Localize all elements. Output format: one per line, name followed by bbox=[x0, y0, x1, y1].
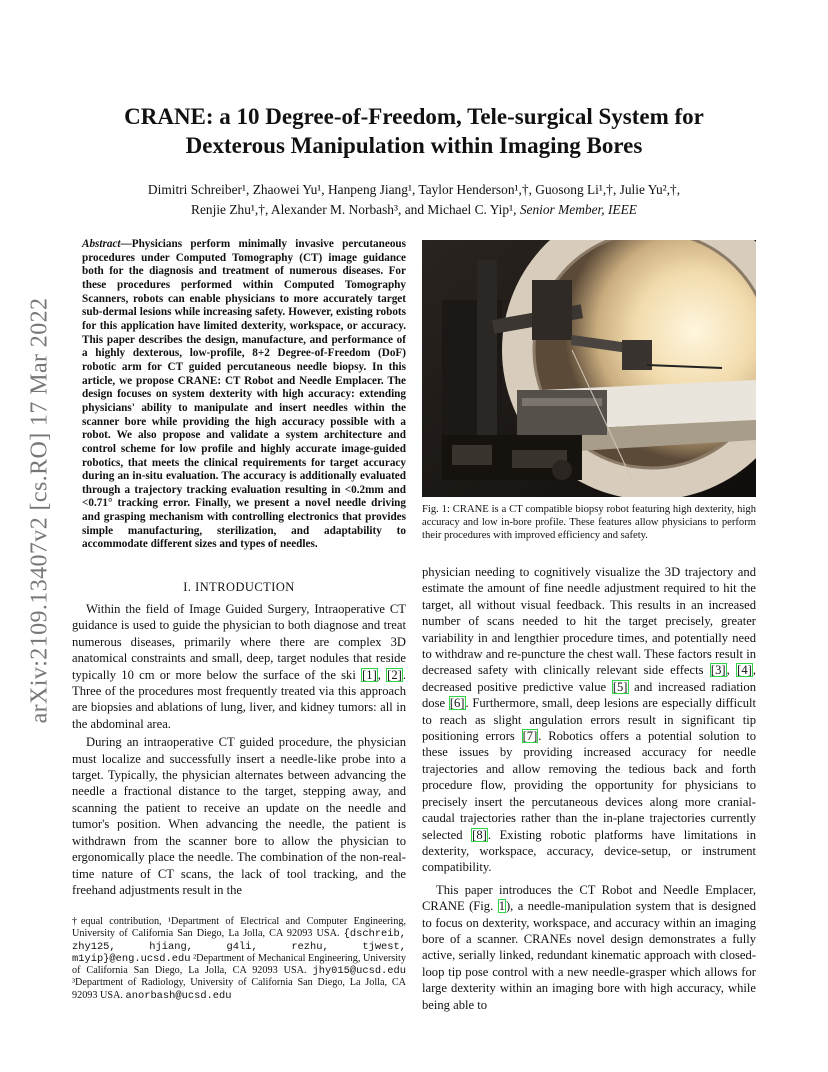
title-line-1: CRANE: a 10 Degree-of-Freedom, Tele-surgical System for bbox=[124, 104, 704, 129]
citation-6[interactable]: [6] bbox=[449, 696, 465, 711]
title-line-2: Dexterous Manipulation within Imaging Bores bbox=[185, 133, 643, 158]
text-run: , bbox=[726, 663, 737, 678]
text-run: †equal contribution, ¹Department of Electrical and Computer Engineering, University of California San Diego, La Jolla, CA 92093 USA. bbox=[72, 916, 406, 940]
text-run: , bbox=[377, 667, 387, 682]
citation-5[interactable]: [5] bbox=[612, 679, 628, 694]
email-norbash: anorbash@ucsd.edu bbox=[125, 989, 232, 1002]
abstract-body: —Physicians perform minimally invasive percutaneous procedures under Computed Tomography (CT) image guidance both for the diagnosis and treatment of numerous diseases. For these procedures performed within Computed Tomography Scanners, robots can enable physicians to more accurately target sub-dermal lesions while increasing safety. However, existing robots for this application have limited dexterity, workspace, or accuracy. This paper describes the design, manufacture, and performance of a highly dexterous, low-profile, 8+2 Degree-of-Freedom (DoF) robotic arm for CT guided percutaneous needle biopsy. In this article, we propose CRANE: CT Robot and Needle Emplacer. The design focuses on system dexterity with high accuracy: extending physicians' ability to manipulate and insert needles within the scanner bore while providing the high accuracy possible with a robot. We also propose and validate a system architecture and control scheme for low profile and highly accurate image-guided robotics, that meets the clinical requirements for target accuracy during an in-situ evaluation. The accuracy is additionally evaluated through a trajectory tracking evaluation resulting in <0.2mm and <0.71° tracking error. Finally, we present a novel needle driving and grasping mechanism with controlling electronics that provides simple manufacturing, sterilization, and adaptability to accommodate different sizes and types of needles. bbox=[82, 238, 406, 551]
arxiv-identifier: arXiv:2109.13407v2 [cs.RO] 17 Mar 2022 bbox=[26, 297, 53, 723]
text-run: ²Department of Mechanical Engineering, University of California San Diego, La Jolla, CA 92093 USA. bbox=[72, 952, 406, 977]
citation-1[interactable]: [1] bbox=[362, 667, 377, 682]
figure-1-link[interactable]: 1 bbox=[498, 899, 505, 914]
intro-paragraph-3 bbox=[422, 564, 756, 876]
abstract-lead: Abstract bbox=[82, 238, 121, 250]
text-run: . Furthermore, small, deep lesions are especially difficult to reach as slight angulation errors result in significant tip positioning errors bbox=[422, 696, 757, 744]
authors-line-2 bbox=[70, 200, 758, 220]
intro-left-column bbox=[72, 601, 406, 898]
citation-2[interactable]: [2] bbox=[387, 667, 402, 682]
intro-paragraph-2: During an intraoperative CT guided procedure, the physician must localize and successfully insert a needle-like probe into a target. Typically, the physician alternates between advancing the needle a fractional distance to the target, stepping away, and scanning the patient to receive an update on the needle and tumor's position. When advancing the needle, the patient is withdrawn from the scanner bore to allow the physician to ergonomically place the needle. The combination of the non-real-time nature of CT scans, the lack of tool tracking, and the freehand adjustments result in the bbox=[72, 735, 406, 897]
section-heading-introduction: I. INTRODUCTION bbox=[183, 580, 295, 594]
text-run: ), a needle-manipulation system that is designed to focus on dexterity, workspace, and accuracy within an imaging bore of a scanner. CRANEs novel design demonstrates a fully active, serially linked, redundant kinematic approach with closed-loop tip pose control with a new needle-grasper which allows for large dexterity within an imaging bore with high accuracy, while being able to bbox=[422, 899, 757, 1012]
intro-paragraph-4 bbox=[422, 882, 756, 1013]
citation-3[interactable]: [3] bbox=[710, 663, 726, 678]
email-jyu: jhy015@ucsd.edu bbox=[312, 965, 406, 978]
text-run: . Robotics offers a potential solution to these issues by providing increased accuracy for needle trajectories and allow removing the tedious back and forth procedure flow, providing the opportunity for physicians to precisely insert the percutaneous devices along more cranial-caudal trajectories rather than the in-plane trajectories currently selected bbox=[422, 729, 756, 842]
text-run: Within the field of Image Guided Surgery, Intraoperative CT guidance is used to guide the physician to both diagnose and treat numerous diseases, primarily where there are complex 3D anatomical constraints and small, deep, target nodules that reside typically 10 cm or more below the surface of the ski bbox=[72, 602, 406, 682]
figure-1-photo bbox=[422, 240, 756, 497]
citation-4[interactable]: [4] bbox=[737, 663, 752, 678]
text-run: . Three of the procedures most frequently treated via this approach are biopsies and ablations of lung, liver, and kidney tumors: all in the abdominal area. bbox=[72, 667, 407, 731]
text-run: ³Department of Radiology, University of California San Diego, La Jolla, CA 92093 USA. bbox=[72, 977, 406, 1001]
text-run: , decreased positive predictive value bbox=[422, 663, 756, 694]
authors-line-2-names: Renjie Zhu¹,†, Alexander M. Norbash³, and Michael C. Yip¹, bbox=[191, 202, 520, 217]
text-run: physician needing to cognitively visualize the 3D trajectory and estimate the amount of fine needle adjustment required to hit the target, all without visual feedback. This results in an increased number of scans needed to hit the target precisely, greater variability in and lengthier procedure times, and potentially need to withdraw and re-puncture the chest wall. These factors result in decreased safety with clinically relevant side effects bbox=[422, 565, 756, 678]
robot-in-ct-bore-illustration bbox=[422, 240, 756, 497]
citation-7[interactable]: [7] bbox=[522, 729, 538, 744]
email-group-ece: {dschreib, zhy125, hjiang, g4li, rezhu, tjwest, m1yip}@eng.ucsd.edu bbox=[72, 928, 406, 965]
text-run: This paper introduces the CT Robot and Needle Emplacer, CRANE (Fig. bbox=[422, 882, 756, 914]
paper-title bbox=[80, 102, 748, 160]
intro-right-column bbox=[422, 564, 756, 1013]
arxiv-stamp bbox=[20, 270, 60, 750]
affiliation-footnote bbox=[72, 916, 406, 1002]
authors-line-1: Dimitri Schreiber¹, Zhaowei Yu¹, Hanpeng Jiang¹, Taylor Henderson¹,†, Guosong Li¹,†, Julie Yu²,†, bbox=[147, 182, 681, 197]
text-run: and increased radiation dose bbox=[422, 679, 756, 711]
citation-8[interactable]: [8] bbox=[472, 827, 487, 842]
figure-1-caption: Fig. 1: CRANE is a CT compatible biopsy robot featuring high dexterity, high accuracy and low in-bore profile. These features allow physicians to perform their procedures with improved efficiency and safety. bbox=[422, 504, 756, 542]
abstract bbox=[82, 238, 406, 552]
intro-paragraph-1 bbox=[72, 601, 406, 732]
author-list bbox=[70, 180, 758, 220]
text-run: . Existing robotic platforms have limitations in dexterity, workspace, accuracy, device-setup, or instrument compatibility. bbox=[422, 827, 757, 875]
authors-membership: Senior Member, IEEE bbox=[519, 202, 637, 217]
